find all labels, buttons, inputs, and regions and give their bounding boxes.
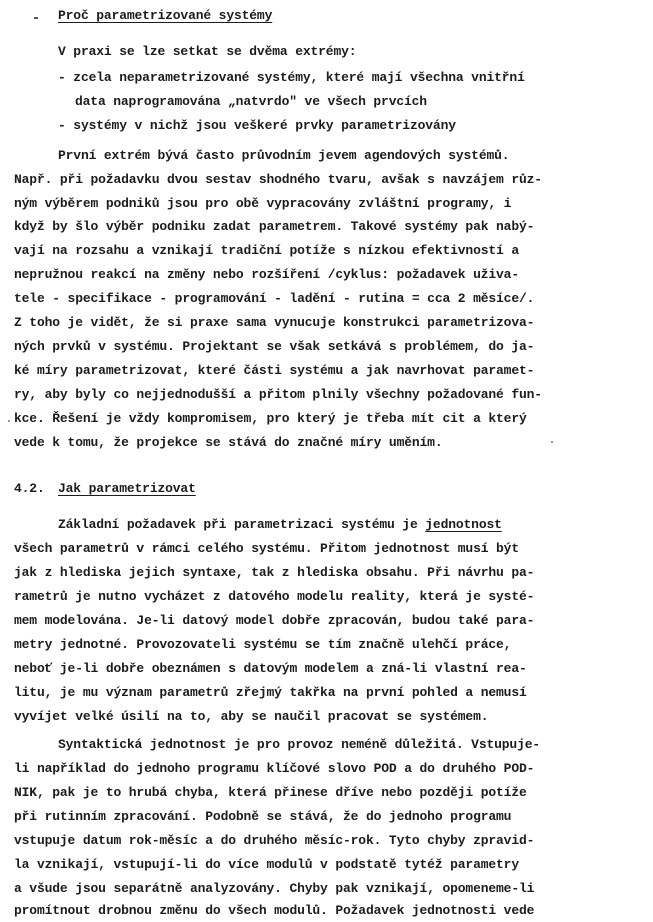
- paragraph-line: vede k tomu, že projekce se stává do značné míry uměním.: [14, 435, 443, 450]
- paragraph-line: li například do jednoho programu klíčové slovo POD a do druhého POD-: [14, 761, 535, 776]
- paragraph-line: vstupuje datum rok-měsíc a do druhého měsíc-rok. Tyto chyby zpravid-: [14, 833, 535, 848]
- paragraph-line: promítnout drobnou změnu do všech modulů. Požadavek jednotnosti vede: [14, 903, 535, 918]
- emphasis-term: jednotnost: [425, 517, 502, 532]
- paragraph-line: ké míry parametrizovat, které části systému a jak navrhovat paramet-: [14, 363, 535, 378]
- page-mark: [34, 17, 38, 19]
- paragraph-line: metry jednotné. Provozovateli systému se tím značně ulehčí práce,: [14, 637, 512, 652]
- paragraph-line: rametrů je nutno vycházet z datového modelu reality, která je systé-: [14, 589, 535, 604]
- paragraph-line: všech parametrů v rámci celého systému. Přitom jednotnost musí být: [14, 541, 519, 556]
- bullet-continuation: data naprogramována „natvrdo" ve všech prvcích: [75, 94, 427, 109]
- paragraph-line: litu, je mu význam parametrů zřejmý takřka na první pohled a nemusí: [14, 685, 527, 700]
- paragraph-line: la vznikají, vstupují-li do více modulů v podstatě tytéž parametry: [14, 857, 519, 872]
- paragraph-line: neboť je-li dobře obeznámen s datovým modelem a zná-li vlastní rea-: [14, 661, 527, 676]
- paragraph-lead: Základní požadavek při parametrizaci systému je: [58, 517, 426, 532]
- bullet-item: - systémy v nichž jsou veškeré prvky parametrizovány: [58, 118, 456, 133]
- paragraph-line: při rutinním zpracování. Podobně se stává, že do jednoho programu: [14, 809, 512, 824]
- paragraph-line: vají na rozsahu a vznikají tradiční potíže s nízkou efektivností a: [14, 243, 519, 258]
- bullet-item: - zcela neparametrizované systémy, které mají všechna vnitřní: [58, 70, 525, 85]
- paragraph-line: když by šlo výběr podniku zadat parametrem. Takové systémy pak nabý-: [14, 219, 535, 234]
- page-speck: [551, 441, 553, 443]
- intro-line: V praxi se lze setkat se dvěma extrémy:: [58, 44, 357, 59]
- paragraph-line: mem modelována. Je-li datový model dobře zpracován, budou také para-: [14, 613, 535, 628]
- paragraph-line: První extrém bývá často průvodním jevem agendových systémů.: [58, 148, 510, 163]
- section-title: Jak parametrizovat: [58, 481, 196, 496]
- paragraph-line: ry, aby byly co nejjednodušší a přitom plnily všechny požadované fun-: [14, 387, 542, 402]
- paragraph-first-line: [58, 517, 502, 533]
- paragraph-line: jak z hlediska jejich syntaxe, tak z hlediska obsahu. Při návrhu pa-: [14, 565, 535, 580]
- paragraph-line: NIK, pak je to hrubá chyba, která přinese dříve nebo později potíže: [14, 785, 527, 800]
- paragraph-line: vyvíjet velké úsilí na to, aby se naučil pracovat se systémem.: [14, 709, 489, 724]
- paragraph-line: nepružnou reakcí na změny nebo rozšíření /cyklus: požadavek uživa-: [14, 267, 519, 282]
- paragraph-line: Např. při požadavku dvou sestav shodného tvaru, avšak s navzájem růz-: [14, 172, 542, 187]
- paragraph-line: Syntaktická jednotnost je pro provoz neméně důležitá. Vstupuje-: [58, 737, 541, 752]
- paragraph-line: tele - specifikace - programování - ladění - rutina = cca 2 měsíce/.: [14, 291, 535, 306]
- paragraph-line: kce. Řešení je vždy kompromisem, pro který je třeba mít cit a který: [14, 411, 527, 426]
- page-speck: [8, 420, 10, 422]
- paragraph-line: a všude jsou separátně analyzovány. Chyby pak vznikají, opomeneme-li: [14, 881, 535, 896]
- paragraph-line: Z toho je vidět, že si praxe sama vynucuje konstrukci parametrizova-: [14, 315, 535, 330]
- paragraph-line: ných prvků v systému. Projektant se však setkává s problémem, do ja-: [14, 339, 535, 354]
- paragraph-line: ným výběrem podniků jsou pro obě vypracovány zvláštní programy, i: [14, 196, 512, 211]
- section-number: 4.2.: [14, 481, 45, 496]
- section-title: Proč parametrizované systémy: [58, 8, 273, 23]
